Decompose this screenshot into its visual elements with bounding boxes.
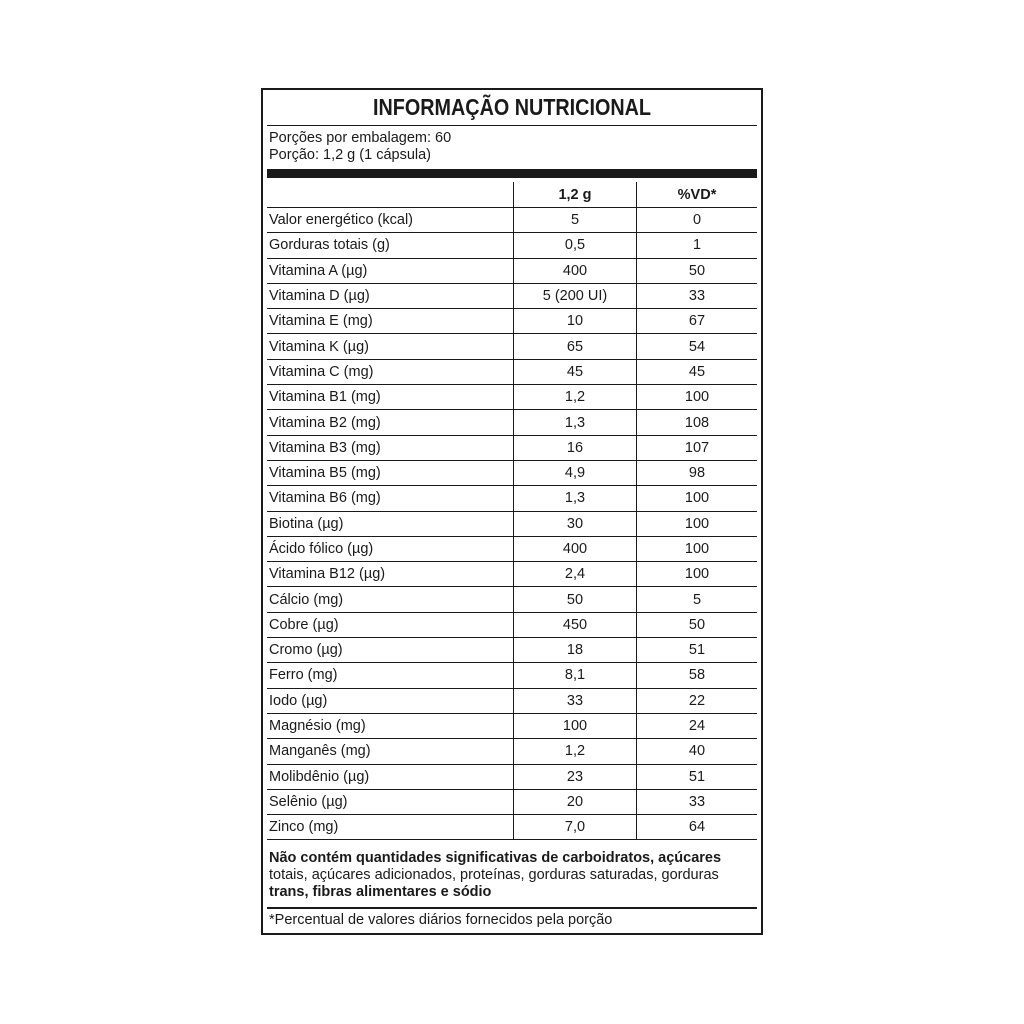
nutrient-name-cell: Selênio (µg) [267, 789, 514, 814]
nutrient-name-cell: Ferro (mg) [267, 663, 514, 688]
dv-footnote: *Percentual de valores diários fornecidos pela porção [269, 912, 613, 928]
amount-cell: 7,0 [514, 815, 637, 840]
amount-cell: 23 [514, 764, 637, 789]
table-row [267, 334, 757, 359]
table-header-row [267, 182, 757, 208]
dv-cell: 98 [637, 460, 758, 485]
dv-cell: 108 [637, 410, 758, 435]
nutrient-name-cell: Vitamina B5 (mg) [267, 460, 514, 485]
nutrient-name-cell: Vitamina D (µg) [267, 283, 514, 308]
header-dv-cell: %VD* [637, 182, 758, 208]
nutrient-name-cell: Vitamina K (µg) [267, 334, 514, 359]
note-line-3: trans, fibras alimentares e sódio [269, 884, 492, 900]
dv-cell: 54 [637, 334, 758, 359]
amount-cell: 45 [514, 359, 637, 384]
nutrient-name-cell: Cálcio (mg) [267, 587, 514, 612]
table-row [267, 739, 757, 764]
amount-cell: 16 [514, 435, 637, 460]
nutrient-name-cell: Gorduras totais (g) [267, 233, 514, 258]
dv-cell: 40 [637, 739, 758, 764]
table-row [267, 789, 757, 814]
table-row [267, 359, 757, 384]
dv-cell: 67 [637, 309, 758, 334]
amount-cell: 33 [514, 688, 637, 713]
amount-cell: 2,4 [514, 562, 637, 587]
dv-cell: 5 [637, 587, 758, 612]
nutrient-name-cell: Vitamina B2 (mg) [267, 410, 514, 435]
dv-cell: 58 [637, 663, 758, 688]
amount-cell: 50 [514, 587, 637, 612]
amount-cell: 400 [514, 536, 637, 561]
nutrient-name-cell: Zinco (mg) [267, 815, 514, 840]
amount-cell: 20 [514, 789, 637, 814]
dv-cell: 100 [637, 486, 758, 511]
table-row [267, 233, 757, 258]
amount-cell: 450 [514, 612, 637, 637]
nutrient-name-cell: Cromo (µg) [267, 638, 514, 663]
dv-cell: 100 [637, 562, 758, 587]
dv-cell: 22 [637, 688, 758, 713]
amount-cell: 18 [514, 638, 637, 663]
table-row [267, 309, 757, 334]
dv-cell: 50 [637, 612, 758, 637]
amount-cell: 1,3 [514, 486, 637, 511]
nutrient-name-cell: Vitamina B3 (mg) [267, 435, 514, 460]
amount-cell: 400 [514, 258, 637, 283]
nutrition-table [267, 182, 757, 840]
table-row [267, 815, 757, 840]
table-row [267, 713, 757, 738]
dv-cell: 33 [637, 789, 758, 814]
not-significant-note [269, 850, 755, 901]
table-row [267, 536, 757, 561]
portion-size: Porção: 1,2 g (1 cápsula) [269, 147, 432, 163]
nutrient-name-cell: Vitamina C (mg) [267, 359, 514, 384]
amount-cell: 5 [514, 208, 637, 233]
nutrient-name-cell: Cobre (µg) [267, 612, 514, 637]
table-row [267, 283, 757, 308]
dv-cell: 64 [637, 815, 758, 840]
table-row [267, 688, 757, 713]
dv-cell: 24 [637, 713, 758, 738]
dv-cell: 51 [637, 638, 758, 663]
footnote-divider [267, 907, 757, 909]
nutrient-name-cell: Vitamina E (mg) [267, 309, 514, 334]
nutrient-name-cell: Biotina (µg) [267, 511, 514, 536]
table-row [267, 385, 757, 410]
dv-cell: 0 [637, 208, 758, 233]
label-title: INFORMAÇÃO NUTRICIONAL [373, 94, 651, 120]
nutrient-name-cell: Manganês (mg) [267, 739, 514, 764]
amount-cell: 30 [514, 511, 637, 536]
table-row [267, 663, 757, 688]
nutrient-name-cell: Vitamina B12 (µg) [267, 562, 514, 587]
table-row [267, 208, 757, 233]
table-row [267, 460, 757, 485]
nutrient-name-cell: Ácido fólico (µg) [267, 536, 514, 561]
table-row [267, 410, 757, 435]
dv-cell: 33 [637, 283, 758, 308]
nutrient-name-cell: Valor energético (kcal) [267, 208, 514, 233]
nutrient-name-cell: Vitamina B6 (mg) [267, 486, 514, 511]
dv-cell: 100 [637, 385, 758, 410]
nutrient-name-cell: Iodo (µg) [267, 688, 514, 713]
table-row [267, 612, 757, 637]
table-row [267, 486, 757, 511]
nutrient-name-cell: Molibdênio (µg) [267, 764, 514, 789]
amount-cell: 1,3 [514, 410, 637, 435]
portions-per-package: Porções por embalagem: 60 [269, 130, 452, 146]
amount-cell: 5 (200 UI) [514, 283, 637, 308]
dv-cell: 1 [637, 233, 758, 258]
header-name-cell [267, 182, 514, 208]
amount-cell: 100 [514, 713, 637, 738]
dv-cell: 100 [637, 536, 758, 561]
amount-cell: 4,9 [514, 460, 637, 485]
nutrient-name-cell: Vitamina B1 (mg) [267, 385, 514, 410]
amount-cell: 65 [514, 334, 637, 359]
dv-cell: 45 [637, 359, 758, 384]
nutrient-name-cell: Vitamina A (µg) [267, 258, 514, 283]
table-row [267, 562, 757, 587]
table-row [267, 511, 757, 536]
table-row [267, 764, 757, 789]
table-row [267, 587, 757, 612]
dv-cell: 107 [637, 435, 758, 460]
amount-cell: 1,2 [514, 739, 637, 764]
amount-cell: 8,1 [514, 663, 637, 688]
note-line-2: totais, açúcares adicionados, proteínas, gorduras saturadas, gorduras [269, 867, 719, 883]
table-row [267, 258, 757, 283]
title-divider [267, 125, 757, 126]
table-row [267, 638, 757, 663]
amount-cell: 1,2 [514, 385, 637, 410]
nutrition-label [261, 88, 763, 935]
amount-cell: 10 [514, 309, 637, 334]
thick-divider [267, 169, 757, 178]
nutrient-name-cell: Magnésio (mg) [267, 713, 514, 738]
dv-cell: 51 [637, 764, 758, 789]
table-row [267, 435, 757, 460]
dv-cell: 50 [637, 258, 758, 283]
amount-cell: 0,5 [514, 233, 637, 258]
dv-cell: 100 [637, 511, 758, 536]
header-amount-cell: 1,2 g [514, 182, 637, 208]
note-line-1: Não contém quantidades significativas de carboidratos, açúcares [269, 850, 722, 866]
